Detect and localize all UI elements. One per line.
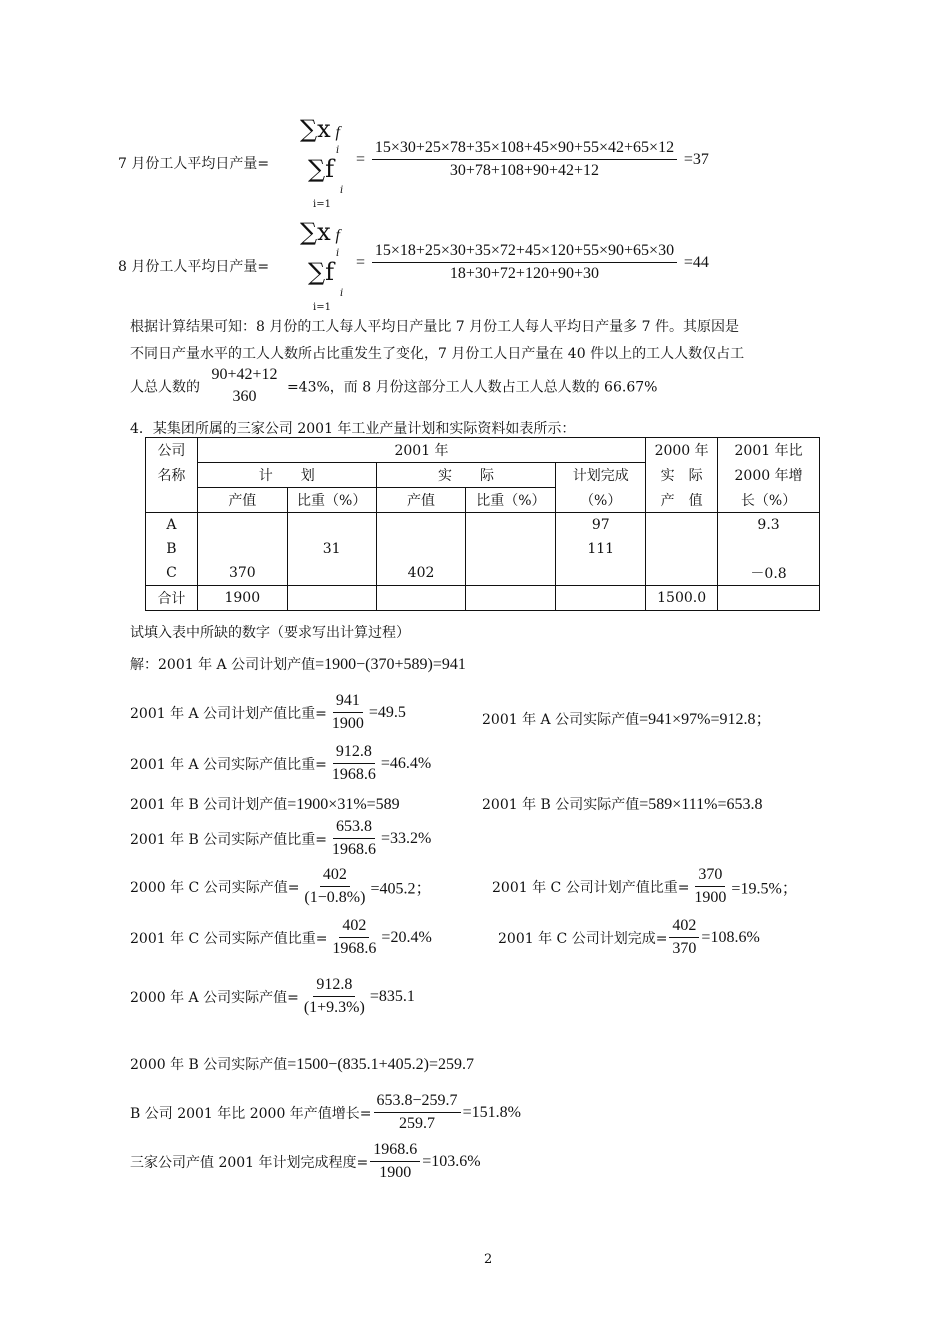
aug-formula: ∑x f i 8 月份工人平均日产量= ∑f i i=1 = $\frac{15\times 18+25\times 30+35\times 72+45\times 120+55\times 90+65\times 30}{18+30+72+120+90+30}$ =44 (118, 218, 709, 313)
header-2001: 2001 年 (197, 438, 645, 463)
aug-fraction (372, 242, 677, 284)
solution-line-5: 2001 年 B 公司实际产值比重= $\frac{653.8}{1968.6}$ =33.2% (130, 818, 432, 859)
july-formula: ∑x f i 7 月份工人平均日产量= ∑f i i=1 = $\frac{15\times 30+25\times 78+35\times 108+45\times 90+55\times 42+65\times 12}{30+78+108+90+42+12}$ =37 (118, 115, 709, 210)
header-company-2: 名称 (146, 463, 198, 488)
july-label: 7 月份工人平均日产量= (118, 156, 270, 172)
header-2000-3: 产 值 (646, 488, 718, 513)
solution-line-9: 2000 年 B 公司实际产值=1500−(835.1+405.2)=259.7 (130, 1056, 475, 1073)
table-total-row: 合计 1900 1500.0 (146, 586, 820, 611)
aug-numerator: 15×18+25×30+35×72+45×120+55×90+65×30 (372, 242, 677, 263)
sub-i-den: i (340, 288, 344, 299)
sigma-symbol: ∑x (300, 218, 331, 246)
solution-line-1: 解：2001 年 A 公司计划产值=1900−(370+589)=941 (130, 656, 466, 673)
ratio-fraction: 90+42+12 360 (211, 366, 278, 406)
solution-line-8: 2000 年 A 公司实际产值= $\frac{912.8}{(1+9.3\%)}$ =835.1 (130, 976, 415, 1017)
solution-line-10: B 公司 2001 年比 2000 年产值增长= $\frac{653.8-259.7}{259.7}$ =151.8% (130, 1092, 521, 1133)
sub-i1: i=1 (313, 302, 331, 313)
aug-result: =44 (683, 253, 709, 271)
header-growth-2: 2000 年增 (718, 463, 820, 488)
header-actual-value: 产值 (376, 488, 466, 513)
header-actual: 实 际 (376, 463, 556, 488)
solution-line-7b: 2001 年 C 公司计划完成= $\frac{402}{370}$ =108.6% (498, 917, 760, 958)
header-growth-3: 长（%） (718, 488, 820, 513)
header-2000: 2000 年 (646, 438, 718, 463)
header-plan: 计 划 (197, 463, 376, 488)
header-growth: 2001 年比 (718, 438, 820, 463)
solution-line-4b: 2001 年 B 公司实际产值=589×111%=653.8 (482, 796, 763, 813)
sub-i: i (336, 248, 340, 259)
header-actual-share: 比重（%） (466, 488, 556, 513)
july-numerator: 15×30+25×78+35×108+45×90+55×42+65×12 (372, 139, 677, 160)
sub-i-den: i (340, 185, 344, 196)
aug-label: 8 月份工人平均日产量= (118, 259, 270, 275)
table-row: A 97 9.3 (146, 513, 820, 538)
july-result: =37 (683, 150, 709, 168)
conclusion-line1: 根据计算结果可知：8 月份的工人每人平均日产量比 7 月份工人每人平均日产量多 7 件。其原因是 (130, 319, 739, 335)
solution-line-6a: 2000 年 C 公司实际产值= $\frac{402}{(1-0.8\%)}$ =405.2； (130, 866, 432, 907)
sub-i1: i=1 (313, 199, 331, 210)
f-symbol: f (335, 227, 340, 244)
header-plan-share: 比重（%） (287, 488, 376, 513)
question-4: 4．某集团所属的三家公司 2001 年工业产量计划和实际资料如表所示： (130, 421, 576, 437)
header-complete: 计划完成 (556, 463, 646, 488)
solution-line-6b: 2001 年 C 公司计划产值比重= $\frac{370}{1900}$ =19.5%； (492, 866, 798, 907)
solution-line-4a: 2001 年 B 公司计划产值=1900×31%=589 (130, 796, 400, 813)
f-symbol: f (335, 124, 340, 141)
instruction: 试填入表中所缺的数字（要求写出计算过程） (130, 625, 410, 641)
conclusion-line2: 不同日产量水平的工人人数所占比重发生了变化，7 月份工人日产量在 40 件以上的工人人数仅占工 (130, 346, 745, 362)
table-row: C 370 402 －0.8 (146, 561, 820, 586)
company-output-table (145, 437, 820, 611)
july-fraction (372, 139, 677, 181)
aug-denominator: 18+30+72+120+90+30 (449, 265, 599, 283)
sigma-symbol: ∑x (300, 115, 331, 143)
solution-line-3: 2001 年 A 公司实际产值比重= $\frac{912.8}{1968.6}$ =46.4% (130, 743, 432, 784)
header-company: 公司 (146, 438, 198, 463)
header-plan-value: 产值 (197, 488, 287, 513)
solution-line-11: 三家公司产值 2001 年计划完成程度= $\frac{1968.6}{1900}$ =103.6% (130, 1141, 481, 1182)
july-denominator: 30+78+108+90+42+12 (449, 162, 599, 180)
header-2000-2: 实 际 (646, 463, 718, 488)
solution-line-2b: 2001 年 A 公司实际产值=941×97%=912.8； (482, 711, 772, 728)
page-number: 2 (484, 1252, 493, 1267)
sigma-den: ∑f (308, 258, 335, 286)
conclusion-line3: 人总人数的 90+42+12 360 =43%，而 8 月份这部分工人人数占工人总人数的 66.67% (130, 366, 658, 406)
sigma-den: ∑f (308, 155, 335, 183)
header-complete-2: （%） (556, 488, 646, 513)
table-row: B 31 111 (146, 537, 820, 561)
sub-i: i (336, 145, 340, 156)
solution-line-2a: 2001 年 A 公司计划产值比重= $\frac{941}{1900}$ =49.5 (130, 692, 406, 733)
solution-line-7a: 2001 年 C 公司实际产值比重= $\frac{402}{1968.6}$ =20.4% (130, 917, 432, 958)
